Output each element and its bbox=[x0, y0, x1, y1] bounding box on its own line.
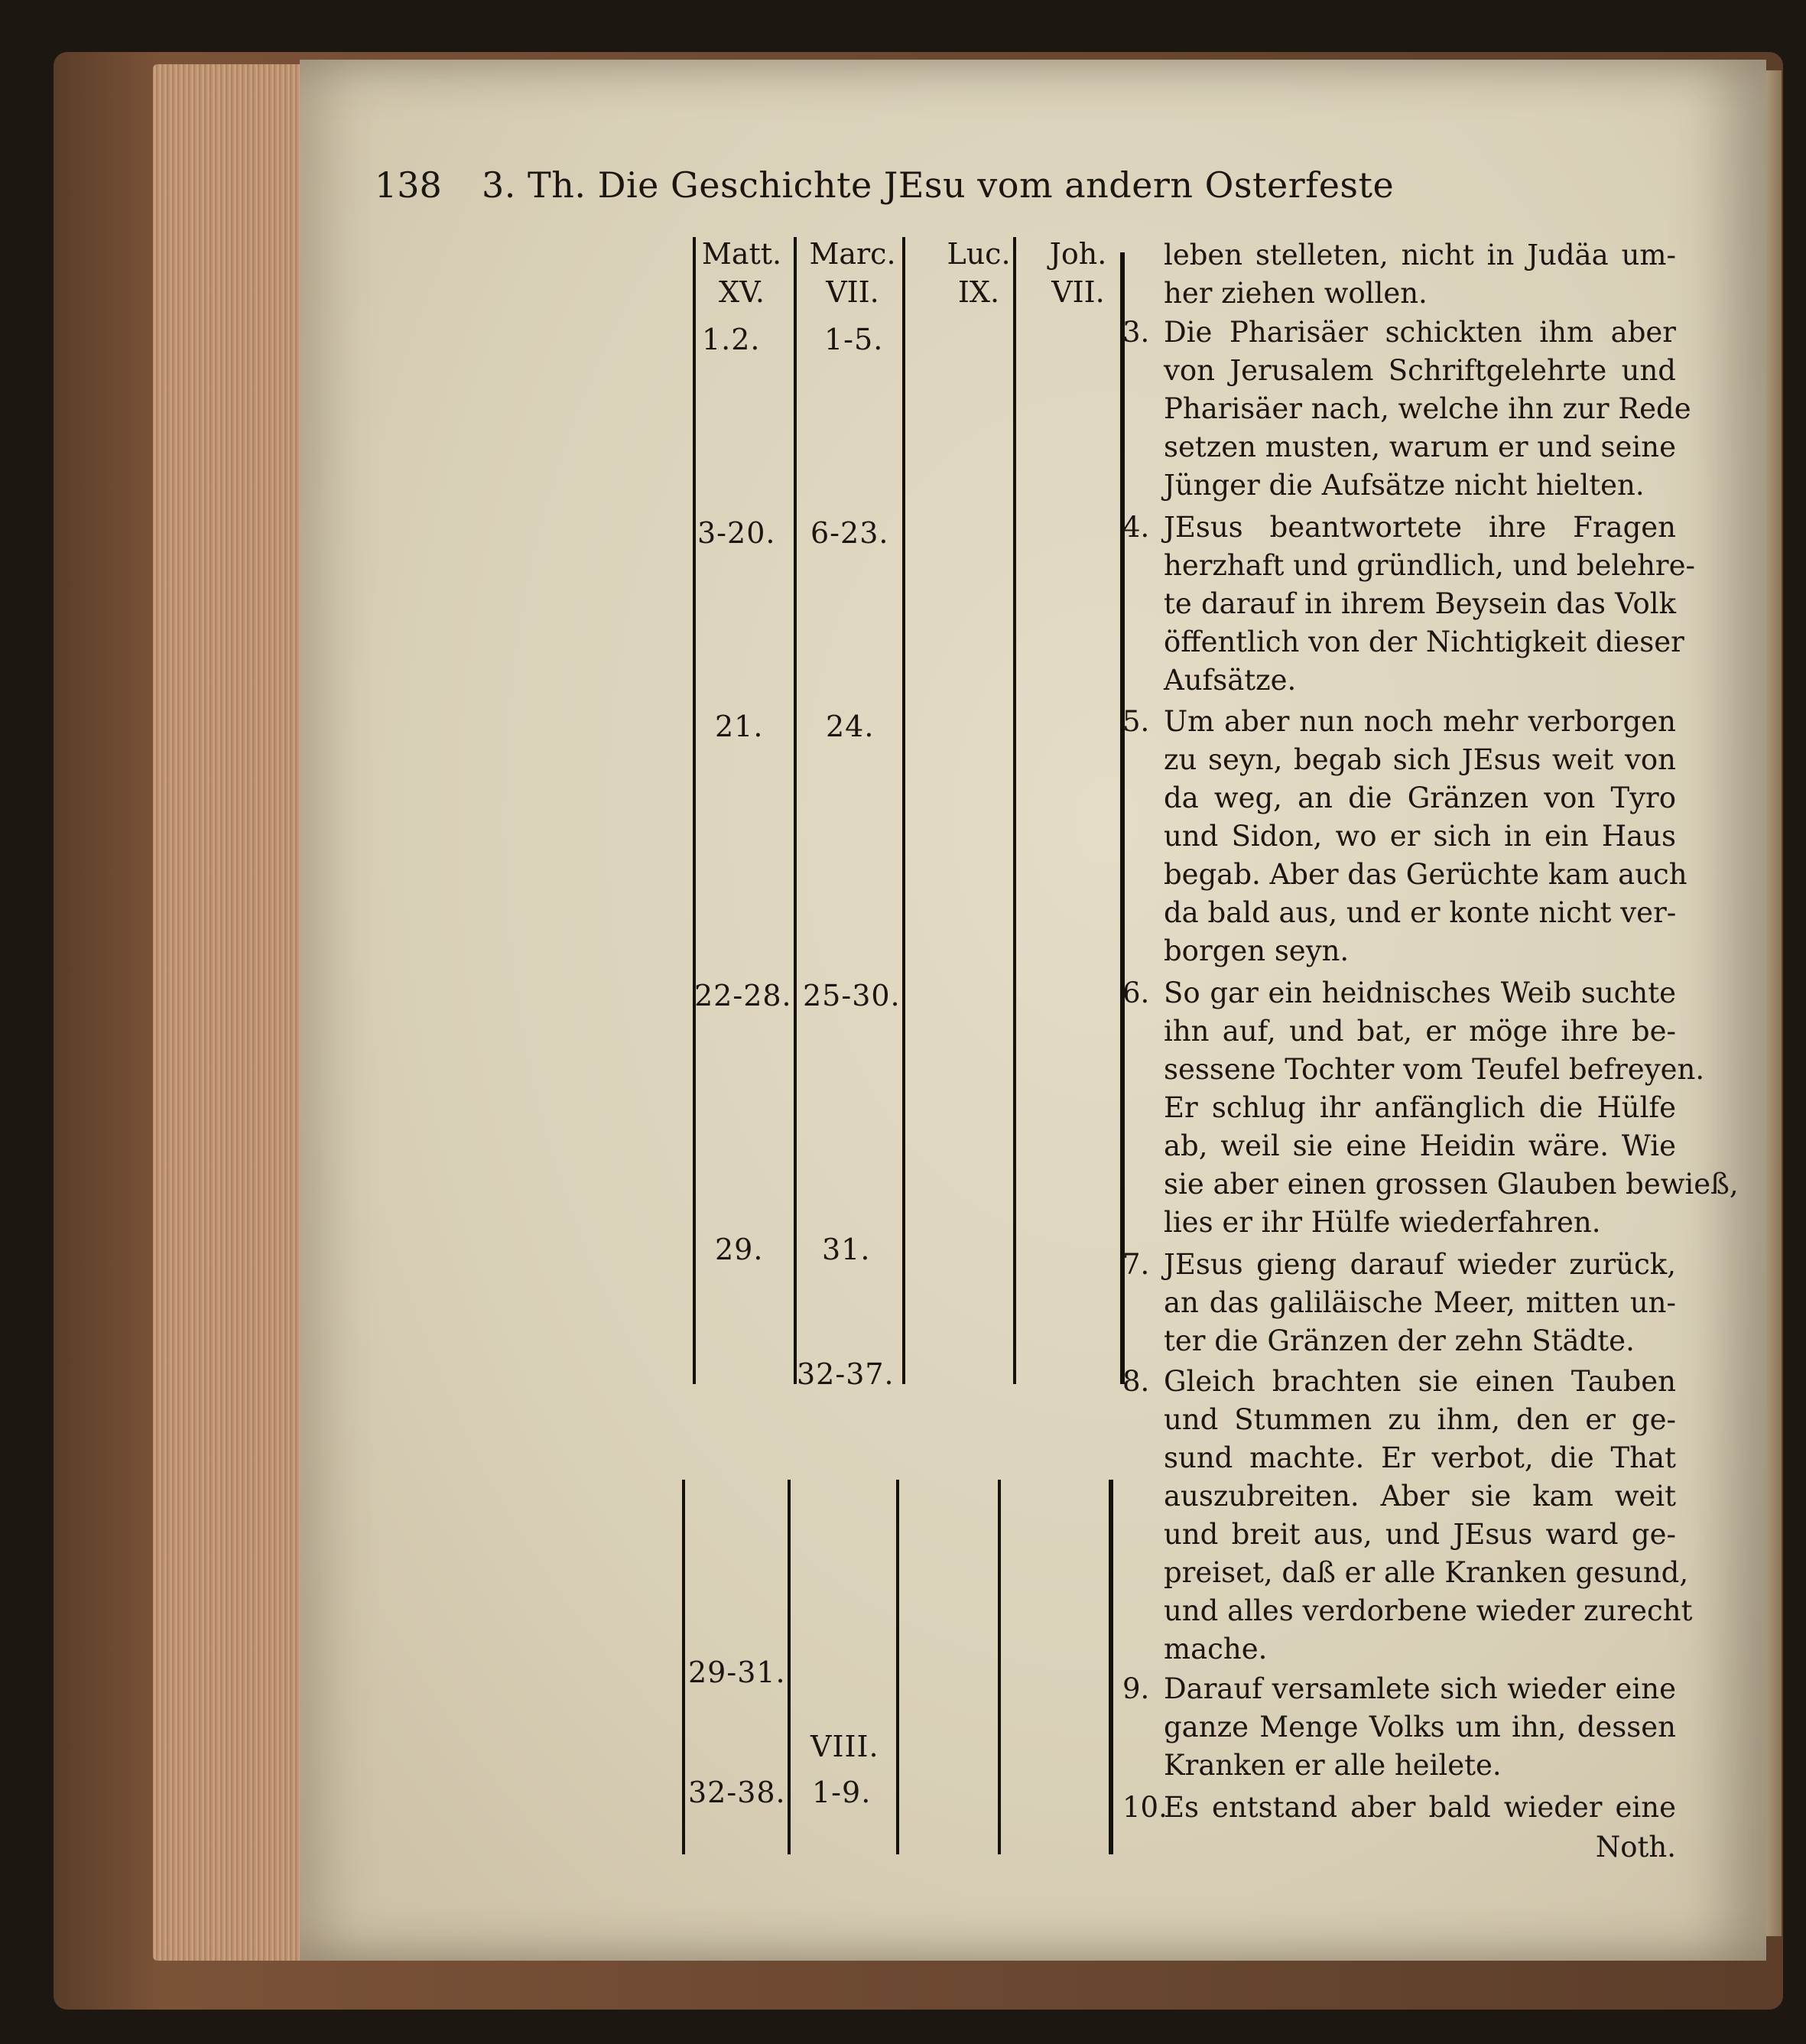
col-chapter-luc: IX. bbox=[957, 275, 1000, 309]
marc-ref: 6-23. bbox=[810, 516, 889, 550]
text-line: Um aber nun noch mehr verborgen bbox=[1164, 705, 1676, 738]
column-rule bbox=[682, 1480, 685, 1854]
matt-ref: 22-28. bbox=[694, 979, 792, 1012]
marc-ref: 1-9. bbox=[812, 1776, 872, 1809]
marc-ref: 31. bbox=[822, 1233, 871, 1266]
column-rule bbox=[902, 237, 905, 1384]
col-header-luc: Luc. bbox=[947, 237, 1011, 271]
text-line: ganze Menge Volks um ihn, dessen bbox=[1164, 1711, 1676, 1743]
running-title: 3. Th. Die Geschichte JEsu vom andern Osterfeste bbox=[482, 164, 1395, 206]
text-line: preiset, daß er alle Kranken gesund, bbox=[1164, 1556, 1689, 1589]
column-rule bbox=[1013, 237, 1016, 1384]
verse-number: 5. bbox=[1122, 705, 1150, 738]
text-line: Jünger die Aufsätze nicht hielten. bbox=[1164, 469, 1645, 502]
verse-number: 6. bbox=[1122, 977, 1150, 1009]
text-line: her ziehen wollen. bbox=[1164, 277, 1428, 310]
text-line: Gleich brachten sie einen Tauben bbox=[1164, 1365, 1676, 1398]
column-rule bbox=[794, 237, 797, 1384]
column-rule bbox=[1109, 1480, 1113, 1854]
verse-number: 8. bbox=[1122, 1365, 1150, 1398]
marc-ref: 24. bbox=[826, 710, 875, 743]
column-rule bbox=[896, 1480, 899, 1854]
text-line: ab, weil sie eine Heidin wäre. Wie bbox=[1164, 1129, 1676, 1162]
text-line: ihn auf, und bat, er möge ihre be- bbox=[1164, 1015, 1676, 1048]
col-chapter-joh: VII. bbox=[1051, 275, 1105, 309]
text-line: und Sidon, wo er sich in ein Haus bbox=[1164, 820, 1676, 853]
text-line: da bald aus, und er konte nicht ver- bbox=[1164, 896, 1677, 929]
text-line: und breit aus, und JEsus ward ge- bbox=[1164, 1518, 1676, 1551]
text-line: und alles verdorbene wieder zurecht bbox=[1164, 1594, 1693, 1627]
column-rule bbox=[998, 1480, 1001, 1854]
matt-ref: 1.2. bbox=[702, 323, 761, 356]
matt-ref: 3-20. bbox=[697, 516, 776, 550]
text-line: begab. Aber das Gerüchte kam auch bbox=[1164, 858, 1687, 891]
text-line: auszubreiten. Aber sie kam weit bbox=[1164, 1480, 1676, 1513]
verse-number: 10. bbox=[1122, 1791, 1168, 1824]
marc-ref: 1-5. bbox=[824, 323, 884, 356]
col-header-joh: Joh. bbox=[1049, 237, 1107, 271]
text-line: da weg, an die Gränzen von Tyro bbox=[1164, 782, 1676, 814]
text-line: te darauf in ihrem Beysein das Volk bbox=[1164, 587, 1676, 620]
column-rule bbox=[788, 1480, 791, 1854]
text-line: sessene Tochter vom Teufel befreyen. bbox=[1164, 1053, 1705, 1086]
matt-ref: 21. bbox=[715, 710, 764, 743]
text-line: So gar ein heidnisches Weib suchte bbox=[1164, 977, 1676, 1009]
text-line: Kranken er alle heilete. bbox=[1164, 1749, 1502, 1782]
col-header-marc: Marc. bbox=[809, 237, 896, 271]
col-header-matt: Matt. bbox=[701, 237, 782, 271]
text-line: setzen musten, warum er und seine bbox=[1164, 431, 1676, 463]
matt-ref: 29-31. bbox=[688, 1656, 786, 1689]
page-number: 138 bbox=[375, 164, 442, 206]
col-chapter-marc: VII. bbox=[826, 275, 879, 309]
text-line: zu seyn, begab sich JEsus weit von bbox=[1164, 743, 1676, 776]
text-line: herzhaft und gründlich, und belehre- bbox=[1164, 549, 1696, 582]
text-line: Aufsätze. bbox=[1164, 664, 1297, 697]
verse-number: 7. bbox=[1122, 1248, 1150, 1281]
matt-ref: 29. bbox=[715, 1233, 764, 1266]
verse-number: 3. bbox=[1122, 316, 1150, 349]
text-line: lies er ihr Hülfe wiederfahren. bbox=[1164, 1206, 1601, 1239]
text-line: sund machte. Er verbot, die That bbox=[1164, 1441, 1676, 1474]
text-line: Darauf versamlete sich wieder eine bbox=[1164, 1672, 1676, 1705]
text-line: Die Pharisäer schickten ihm aber bbox=[1164, 316, 1676, 349]
text-line: ter die Gränzen der zehn Städte. bbox=[1164, 1324, 1635, 1357]
text-line: borgen seyn. bbox=[1164, 934, 1350, 967]
col-chapter-matt: XV. bbox=[719, 275, 765, 309]
text-line: mache. bbox=[1164, 1633, 1268, 1665]
text-line: leben stelleten, nicht in Judäa um- bbox=[1164, 239, 1676, 271]
matt-ref: 32-38. bbox=[688, 1776, 786, 1809]
marc-ref: 32-37. bbox=[797, 1357, 895, 1391]
verse-number: 4. bbox=[1122, 511, 1150, 544]
text-line: Pharisäer nach, welche ihn zur Rede bbox=[1164, 392, 1691, 425]
marc-ref: 25-30. bbox=[803, 979, 901, 1012]
text-line: von Jerusalem Schriftgelehrte und bbox=[1164, 354, 1676, 387]
column-rule bbox=[693, 237, 696, 1384]
text-line: JEsus gieng darauf wieder zurück, bbox=[1164, 1248, 1676, 1281]
text-line: Es entstand aber bald wieder eine bbox=[1164, 1791, 1676, 1824]
text-line: öffentlich von der Nichtigkeit dieser bbox=[1164, 626, 1684, 658]
verse-number: 9. bbox=[1122, 1672, 1150, 1705]
text-line: Er schlug ihr anfänglich die Hülfe bbox=[1164, 1091, 1676, 1124]
text-line: und Stummen zu ihm, den er ge- bbox=[1164, 1403, 1676, 1436]
catchword: Noth. bbox=[1595, 1831, 1676, 1864]
column-rule bbox=[1120, 252, 1125, 1384]
text-line: sie aber einen grossen Glauben bewieß, bbox=[1164, 1168, 1739, 1201]
text-line: an das galiläische Meer, mitten un- bbox=[1164, 1286, 1676, 1319]
marc-chapter: VIII. bbox=[810, 1730, 879, 1763]
text-line: JEsus beantwortete ihre Fragen bbox=[1164, 511, 1676, 544]
